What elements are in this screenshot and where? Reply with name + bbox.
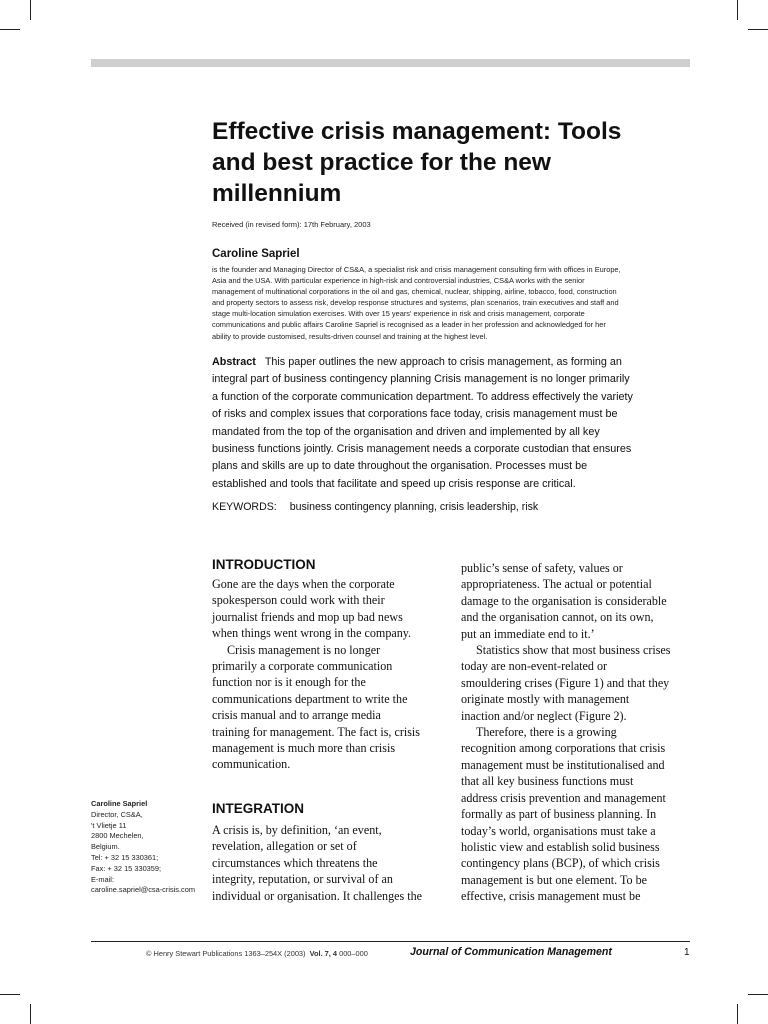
footer-publisher xyxy=(146,949,368,958)
body-line: Therefore, there is a growing xyxy=(476,725,617,740)
body-line: training for management. The fact is, crisis xyxy=(212,724,420,739)
body-line: integrity, reputation, or survival of an xyxy=(212,872,393,887)
body-line: Crisis management is no longer xyxy=(227,642,381,657)
contact-line: Director, CS&A, xyxy=(91,809,143,819)
bio-line: and property sectors to assess risk, develop response structures and systems, plan scenarios, train executives and staff and xyxy=(212,298,619,308)
title-line: and best practice for the new xyxy=(212,149,551,176)
author-bio xyxy=(212,264,692,342)
contact-email: caroline.sapriel@csa-crisis.com xyxy=(91,885,196,895)
body-line: damage to the organisation is considerable xyxy=(461,593,667,608)
bio-line: management of multinational corporations in the oil and gas, chemical, nuclear, shipping, airline, tobacco, food, construction xyxy=(212,287,617,297)
contact-line: E-mail: xyxy=(91,874,114,884)
body-line: and the organisation cannot, on its own, xyxy=(461,610,654,625)
abstract xyxy=(212,354,692,493)
publisher-text: © Henry Stewart Publications 1363–254X (2003) xyxy=(146,949,306,958)
body-line: Statistics show that most business crises xyxy=(476,643,671,658)
body-line: contingency plans (BCP), of which crisis xyxy=(461,856,660,871)
body-line: management is much more than crisis xyxy=(212,741,396,756)
abstract-first-line: This paper outlines the new approach to crisis management, as forming an xyxy=(264,356,622,368)
abstract-line: of risks and complex issues that corporations face today, crisis management must be xyxy=(212,408,618,421)
right-column-body xyxy=(461,560,671,905)
abstract-line: established and tools that facilitate and speed up crisis response are critical. xyxy=(212,477,576,490)
page-range: 000–000 xyxy=(339,949,368,958)
volume: Vol. 7, 4 xyxy=(309,949,338,958)
body-line: today’s world, organisations must take a xyxy=(461,823,656,838)
author-contact xyxy=(91,799,195,896)
bio-line: is the founder and Managing Director of CS&A, a specialist risk and crisis management consulting firm with offices in Europe, xyxy=(212,265,621,274)
body-line: Gone are the days when the corporate xyxy=(212,577,395,591)
abstract-line: mandated from the top of the organisation and driven and implemented by all key xyxy=(212,425,600,438)
abstract-line: plans and skills are up to date throughout the organisation. Processes must be xyxy=(212,460,588,473)
contact-line: Belgium. xyxy=(91,842,120,852)
integration-body xyxy=(212,822,422,904)
body-line: A crisis is, by definition, ‘an event, xyxy=(212,823,382,837)
page-number: 1 xyxy=(684,947,690,958)
body-line: individual or organisation. It challenges the xyxy=(212,888,423,903)
contact-line: Tel: + 32 15 330361; xyxy=(91,852,159,862)
keywords-label: KEYWORDS: xyxy=(212,501,277,513)
body-line: management must be institutionalised and xyxy=(461,757,665,772)
body-line: holistic view and establish solid business xyxy=(461,839,660,854)
body-line: smouldering crises (Figure 1) and that they xyxy=(461,675,670,690)
crop-mark xyxy=(748,994,768,995)
contact-line: Fax: + 32 15 330359; xyxy=(91,863,162,873)
body-line: function nor is it enough for the xyxy=(212,675,366,690)
keywords-text: business contingency planning, crisis leadership, risk xyxy=(289,501,539,513)
section-heading-introduction: INTRODUCTION xyxy=(212,557,316,572)
author-name: Caroline Sapriel xyxy=(212,248,300,260)
body-line: communication. xyxy=(212,757,291,772)
bio-line: communications and public affairs Caroline Sapriel is recognised as a leader in her profession and acknowledged for her xyxy=(212,320,606,330)
crop-mark xyxy=(737,1004,738,1024)
body-line: today are non-event-related or xyxy=(461,659,608,674)
body-line: crisis manual and to arrange media xyxy=(212,708,381,723)
crop-mark xyxy=(737,0,738,20)
bio-line: ability to provide customised, results-driven counsel and training at the highest level. xyxy=(212,331,488,341)
abstract-label: Abstract xyxy=(212,356,256,368)
header-rule xyxy=(91,59,690,67)
received-date: Received (in revised form): 17th February, 2003 xyxy=(212,220,371,229)
body-line: primarily a corporate communication xyxy=(212,659,393,674)
body-line: when things went wrong in the company. xyxy=(212,626,412,641)
crop-mark xyxy=(748,29,768,30)
section-heading-integration: INTEGRATION xyxy=(212,801,304,816)
body-line: that all key business functions must xyxy=(461,774,634,789)
footer-rule xyxy=(91,941,690,942)
keywords xyxy=(212,501,538,513)
crop-mark xyxy=(0,994,20,995)
body-line: management is but one element. To be xyxy=(461,872,647,887)
contact-line: 't Vlietje 11 xyxy=(91,820,127,830)
body-line: formally as part of business planning. In xyxy=(461,807,657,822)
abstract-line: a function of the corporate communication department. To address effectively the variety xyxy=(212,390,633,403)
body-line: address crisis prevention and management xyxy=(461,790,666,805)
body-line: communications department to write the xyxy=(212,691,408,706)
body-line: put an immediate end to it.’ xyxy=(461,626,595,641)
crop-mark xyxy=(0,29,20,30)
body-line: effective, crisis management must be xyxy=(461,889,641,904)
abstract-line: business functions jointly. Crisis management needs a corporate custodian that ensures xyxy=(212,443,632,456)
introduction-body xyxy=(212,576,420,773)
body-line: spokesperson could work with their xyxy=(212,593,385,608)
body-line: journalist friends and mop up bad news xyxy=(212,609,403,624)
body-line: circumstances which threatens the xyxy=(212,855,378,870)
abstract-line: integral part of business contingency planning Crisis management is no longer primarily xyxy=(212,373,630,386)
title-line: Effective crisis management: Tools xyxy=(212,118,622,145)
journal-name: Journal of Communication Management xyxy=(410,946,612,958)
contact-line: 2800 Mechelen, xyxy=(91,831,144,841)
body-line: appropriateness. The actual or potential xyxy=(461,577,652,592)
crop-mark xyxy=(30,1004,31,1024)
bio-line: Asia and the USA. With particular experience in high-risk and controversial industries, CS&A works with the senior xyxy=(212,276,585,286)
abstract-line xyxy=(212,354,692,371)
bio-line: stage multi-location simulation exercises. With over 15 years' experience in risk and crisis management, corporate xyxy=(212,309,585,319)
body-line: public’s sense of safety, values or xyxy=(461,561,623,575)
body-line: originate mostly with management xyxy=(461,692,630,707)
article-title xyxy=(212,116,692,209)
body-line: inaction and/or neglect (Figure 2). xyxy=(461,708,627,723)
crop-mark xyxy=(30,0,31,20)
body-line: revelation, allegation or set of xyxy=(212,839,357,854)
body-line: recognition among corporations that crisis xyxy=(461,741,666,756)
contact-name: Caroline Sapriel xyxy=(91,799,148,808)
title-line: millennium xyxy=(212,180,342,207)
